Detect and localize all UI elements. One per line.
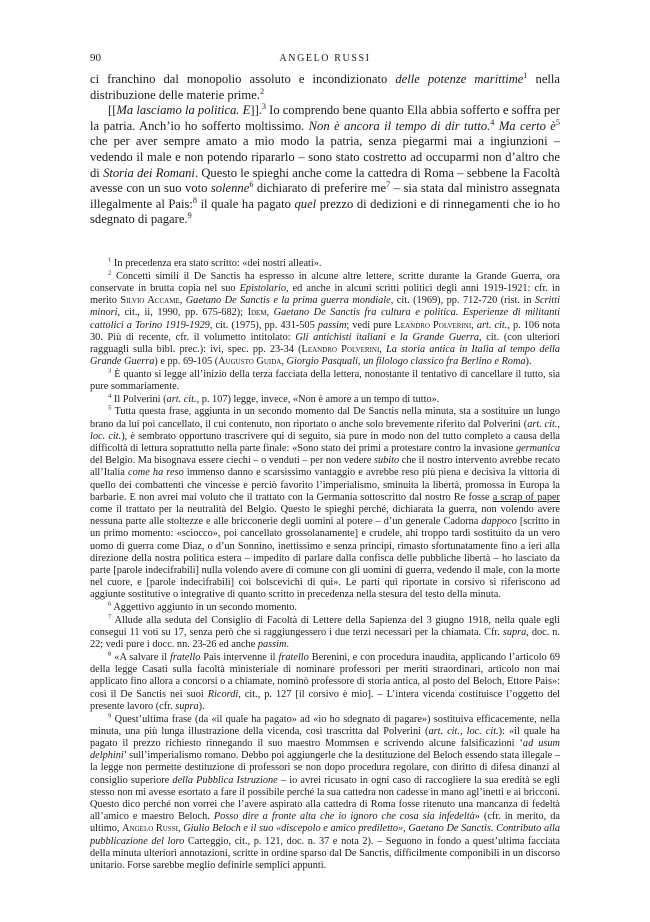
footnote-9: $^9$ Quest’ultima frase (da «il quale ha pagato» ad «io ho sdegnato di pagare») sostituiva efficacemente, nella minuta, una più lunga illustrazione della vicenda, così trascritta dal Polverini (art. cit., loc. cit.): «il quale ha pagato il prezzo richiesto rinnegando il suo maestro Mommsen e scrivendo alcune falsificazioni ‘ad usum delphini’ sull’imperialismo romano. Debbo poi aggiungerle che la destituzione del Beloch essendo stata illegale – la legge non permette destituzione di professori se non dopo procedura regolare, con diritto di difesa dinanzi al consiglio superiore della Pubblica Istruzione – io avrei ricusato in ogni caso di raccogliere la sua eredità se egli stesso non mi avesse esortato a fare il possibile perché la sua cattedra non cadesse in mano agl’inetti e ai bricconi. Questo dico perché non vorrei che l’avere aspirato alla cattedra di Roma fosse ritenuto una mancanza di fedeltà all’amico e maestro Beloch. Posso dire a fronte alta che io ignoro che cosa sia infedeltà» (cfr. in merito, da ultimo, Angelo Russi, Giulio Beloch e il suo «discepolo e amico prediletto», Gaetano De Sanctis. Contributo alla pubblicazione del loro Carteggio, cit., p. 121, doc. n. 37 e nota 2). – Seguono in fondo a quest’ultima facciata della minuta ulteriori annotazioni, scritte in ordine sparso dal De Sanctis, difficilmente componibili in un discorso unitario. Forse sarebbe meglio definirle semplici appunti. — [90, 712, 560, 871]
footnote-8: $^8$ «A salvare il fratello Pais intervenne il fratello Berenini, e con procedura inaudita, applicando l’articolo 69 della legge Casati sulla facoltà ministeriale di nominare professori per meriti straordinari, articolo non mai applicato fino allora a concorsi o a chiamate, nominò professore di storia antica, al posto del Beloch, Ettore Pais»: così il De Sanctis nei suoi Ricordi, cit., p. 127 [il corsivo è mio]. – L’intera vicenda costituisce l’oggetto del presente lavoro (cfr. supra). — [90, 650, 561, 712]
footnote-ref[interactable]: 4 — [490, 117, 495, 127]
footnote-5: $^5$ Tutta questa frase, aggiunta in un secondo momento dal De Sanctis nella minuta, sta a sostituire un lungo brano da lui poi cancellato, il cui contenuto, non riportato o anche solo brevemente riferito dal Polverini (art. cit., loc. cit.), è sembrato opportuno trascrivere qui di seguito, sia pure in modo non del tutto completo a causa della difficoltà di lettura soprattutto nella parte finale: «Sono stato dei primi a protestare contro la invasione germanica del Belgio. Ma bisognava essere ciechi – o venduti – per non vedere subito che il nostro intervento avrebbe recato all’Italia come ha reso immenso danno e scarsissimo vantaggio e avrebbe reso più piena e decisiva la vittoria di quello dei combattenti che vincesse e perciò favorito l’imperialismo, sminuita la libertà, promossa in Europa la barbarie. E non avrei mai voluto che il trattato con la Germania sottoscritto dal nostro Re fosse a scrap of paper come il trattato per la neutralità del Belgio. Questo le spieghi perché, dichiarata la guerra, non volendo avere nessuna parte alle stoltezze e alle bricconerie degli uomini al potere – d’un generale Cadorna dappoco [scritto in un primo momento: «sciocco», poi cancellato grossolanamente] e crudele, ahi troppo tardi sostituito da un vero uomo di guerra come Diaz, o d’un Sonnino, inettissimo e senza principi, rimasto sfortunatamente fino a ieri alla direzione della nostra politica estera – impedito di parlare dalla confisca delle pubbliche libertà – ho lasciato da parte [parole indecifrabili] nulla volendo avere di comune con gli uomini di guerra, vedendo il male, con la morte nel cuore, e [parole indecifrabili] coi bolscevichi di qui». Le parti qui riportate in corsivo si riferiscono ad aggiunte sostitutive o integrative di quanto scritto in precedenza nella stesura del testo della minuta. — [90, 405, 561, 601]
footnote-1: $^1$ In precedenza era stato scritto: «dei nostri alleati». — [108, 256, 322, 269]
running-head: ANGELO RUSSI — [279, 53, 371, 64]
footnote-ref[interactable]: 9 — [187, 211, 192, 221]
footnote-ref[interactable]: 7 — [386, 179, 391, 189]
footnote-ref[interactable]: 6 — [249, 179, 254, 189]
footnote-3: $^3$ È quanto si legge all’inizio della terza facciata della lettera, nonostante il tentativo di cancellare il tutto, sia pure sommariamente. — [90, 367, 560, 393]
footnote-4: $^4$ Il Polverini (art. cit., p. 107) legge, invece, «Non è amore a un tempo di tutto». — [108, 392, 440, 405]
footnote-6: $^6$ Aggettivo aggiunto in un secondo momento. — [108, 600, 297, 614]
page-number: 90 — [90, 52, 101, 64]
footnote-ref[interactable]: 1 — [523, 70, 528, 80]
page-header — [90, 52, 560, 68]
body-paragraph-2: [[Ma lasciamo la politica. E]].$^3$ Io comprendo bene quanto Ella abbia sofferto e soffra per la patria. Anch’io ho sofferto moltissimo. Non è ancora il tempo di dir tutto.$^4$ Ma certo $è^5$ che per aver sempre amato a mio modo la patria, senza piegarmi mai a ingiunzioni – vedendo il male e non potendo ripararlo – sono stato costretto ad occuparmi non d’altro che di Storia dei Romani. Questo le spieghi anche come la cattedra di Roma – sebbene la Facoltà avesse con un suo voto solenne$^6$ dichiarato di preferire $me^7$ – sia stata dal ministro assegnata illegalmente al Pais:$^8$ il quale ha pagato quel prezzo di dedizioni e di rinnegamenti che io ho sdegnato di pagare.$^9$ — [90, 102, 561, 227]
footnote-ref[interactable]: 5 — [555, 117, 560, 127]
footnotes — [90, 258, 560, 873]
main-text — [90, 72, 560, 228]
footnote-2: $^2$ Concetti simili il De Sanctis ha espresso in alcune altre lettere, scritte durante la Grande Guerra, ora conservate in brutta copia nel suo Epistolario, ed anche in alcuni scritti politici degli anni 1919-1921: cfr. in merito Silvio Accame, Gaetano De Sanctis e la prima guerra mondiale, cit. (1969), pp. 712-720 (rist. in Scritti minori, cit., ii, 1990, pp. 675-682); Idem, Gaetano De Sanctis fra cultura e politica. Esperienze di militanti cattolici a Torino 1919-1929, cit. (1975), pp. 431-505 passim; vedi pure Leandro Polverini, art. cit., p. 106 nota 30. Più di recente, cfr. il volumetto intitolato: Gli antichisti italiani e la Grande Guerra, cit. (con ulteriori ragguagli sulla bibl. prec.): ivi, spec. pp. 23-34 (Leandro Polverini, La storia antica in Italia al tempo della Grande Guerra) e pp. 69-105 (Augusto Guida, Giorgio Pasquali, un filologo classico fra Berlino e Roma). — [90, 269, 561, 368]
footnote-ref[interactable]: 2 — [259, 86, 265, 96]
footnote-7: $^7$ Allude alla seduta del Consiglio di Facoltà di Lettere della Sapienza del 3 giugno 1918, nella quale egli consegui 11 voti su 17, senza però che si raggiungessero i due terzi necessari per la chiamata. Cfr. supra, doc. n. 22; vedi pure i docc. nn. 23-26 ed anche passim. — [90, 613, 560, 651]
footnote-ref[interactable]: 8 — [192, 195, 198, 205]
footnote-ref[interactable]: 3 — [261, 102, 267, 111]
body-paragraph-1: ci franchino dal monopolio assoluto e incondizionato delle potenze marittime$^1$ nella distribuzione delle materie prime.$^2$ — [90, 70, 560, 102]
